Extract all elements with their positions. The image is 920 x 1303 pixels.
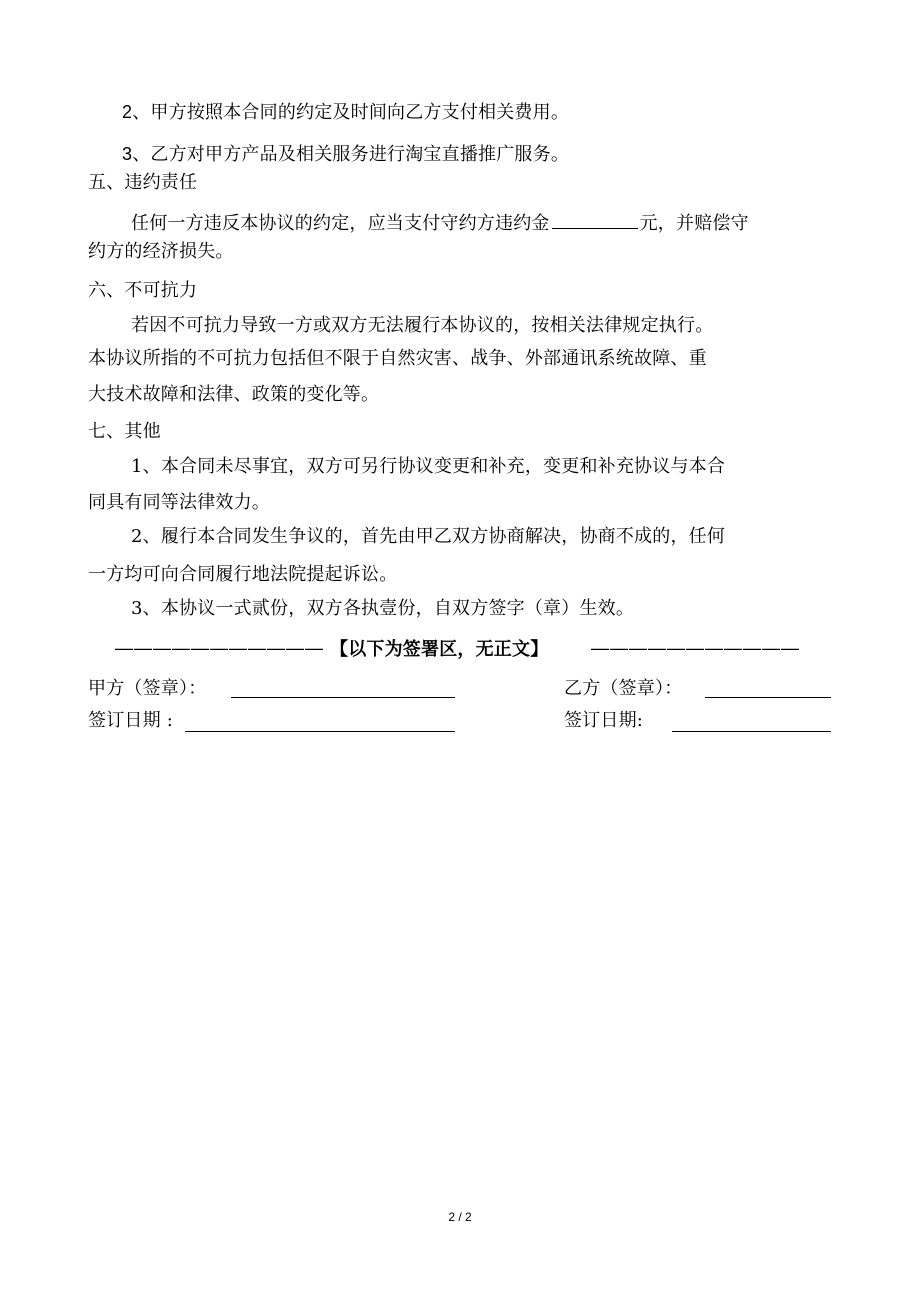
party-a-signature-label: 甲方（签章）： xyxy=(88,678,207,699)
section-5-line-1 xyxy=(131,210,749,236)
party-b-date-label: 签订日期: xyxy=(564,710,644,731)
penalty-amount-blank[interactable] xyxy=(552,210,638,229)
section-5-line-2: 约方的经济损失。 xyxy=(88,241,234,262)
section-5-heading: 五、违约责任 xyxy=(88,172,198,193)
section-6-line-2: 本协议所指的不可抗力包括但不限于自然灾害、战争、外部通讯系统故障、重 xyxy=(88,348,707,369)
clause-2-number: 2 xyxy=(122,102,133,122)
clause-3-text: 、乙方对甲方产品及相关服务进行淘宝直播推广服务。 xyxy=(132,144,570,165)
signature-area-label: 【以下为签署区，无正文】 xyxy=(330,639,549,660)
party-b-signature-field[interactable] xyxy=(705,697,831,698)
section-6-heading: 六、不可抗力 xyxy=(88,280,198,301)
party-a-signature-field[interactable] xyxy=(231,697,455,698)
party-b-signature-label: 乙方（签章）： xyxy=(564,678,683,699)
clause-2-text: 、甲方按照本合同的约定及时间向乙方支付相关费用。 xyxy=(132,102,570,123)
section-5-line-1-text: 任何一方违反本协议的约定，应当支付守约方违约金 xyxy=(131,213,550,234)
page-number: 2 / 2 xyxy=(448,1210,472,1224)
section-7-item-2-line-1: 2、履行本合同发生争议的，首先由甲乙双方协商解决，协商不成的，任何 xyxy=(131,526,726,547)
clause-3 xyxy=(122,142,569,167)
section-7-item-3: 3、本协议一式贰份，双方各执壹份，自双方签字（章）生效。 xyxy=(131,598,635,619)
party-b-date-field[interactable] xyxy=(672,731,831,732)
section-6-line-3: 大技术故障和法律、政策的变化等。 xyxy=(88,384,380,405)
section-7-item-1-line-1: 1、本合同未尽事宜，双方可另行协议变更和补充，变更和补充协议与本合 xyxy=(131,456,726,477)
clause-2 xyxy=(122,100,569,125)
section-7-item-2-line-2: 一方均可向合同履行地法院提起诉讼。 xyxy=(88,564,398,585)
section-6-line-1: 若因不可抗力导致一方或双方无法履行本协议的，按相关法律规定执行。 xyxy=(131,315,714,336)
party-a-date-label: 签订日期 : xyxy=(88,710,173,731)
divider-left: ——————————— xyxy=(115,638,324,658)
section-7-item-1-line-2: 同具有同等法律效力。 xyxy=(88,492,270,513)
clause-3-number: 3 xyxy=(122,144,133,164)
section-5-line-1-text-end: 元，并赔偿守 xyxy=(639,213,749,234)
divider-right: ——————————— xyxy=(591,638,800,658)
party-a-date-field[interactable] xyxy=(185,731,455,732)
section-7-heading: 七、其他 xyxy=(88,421,161,442)
